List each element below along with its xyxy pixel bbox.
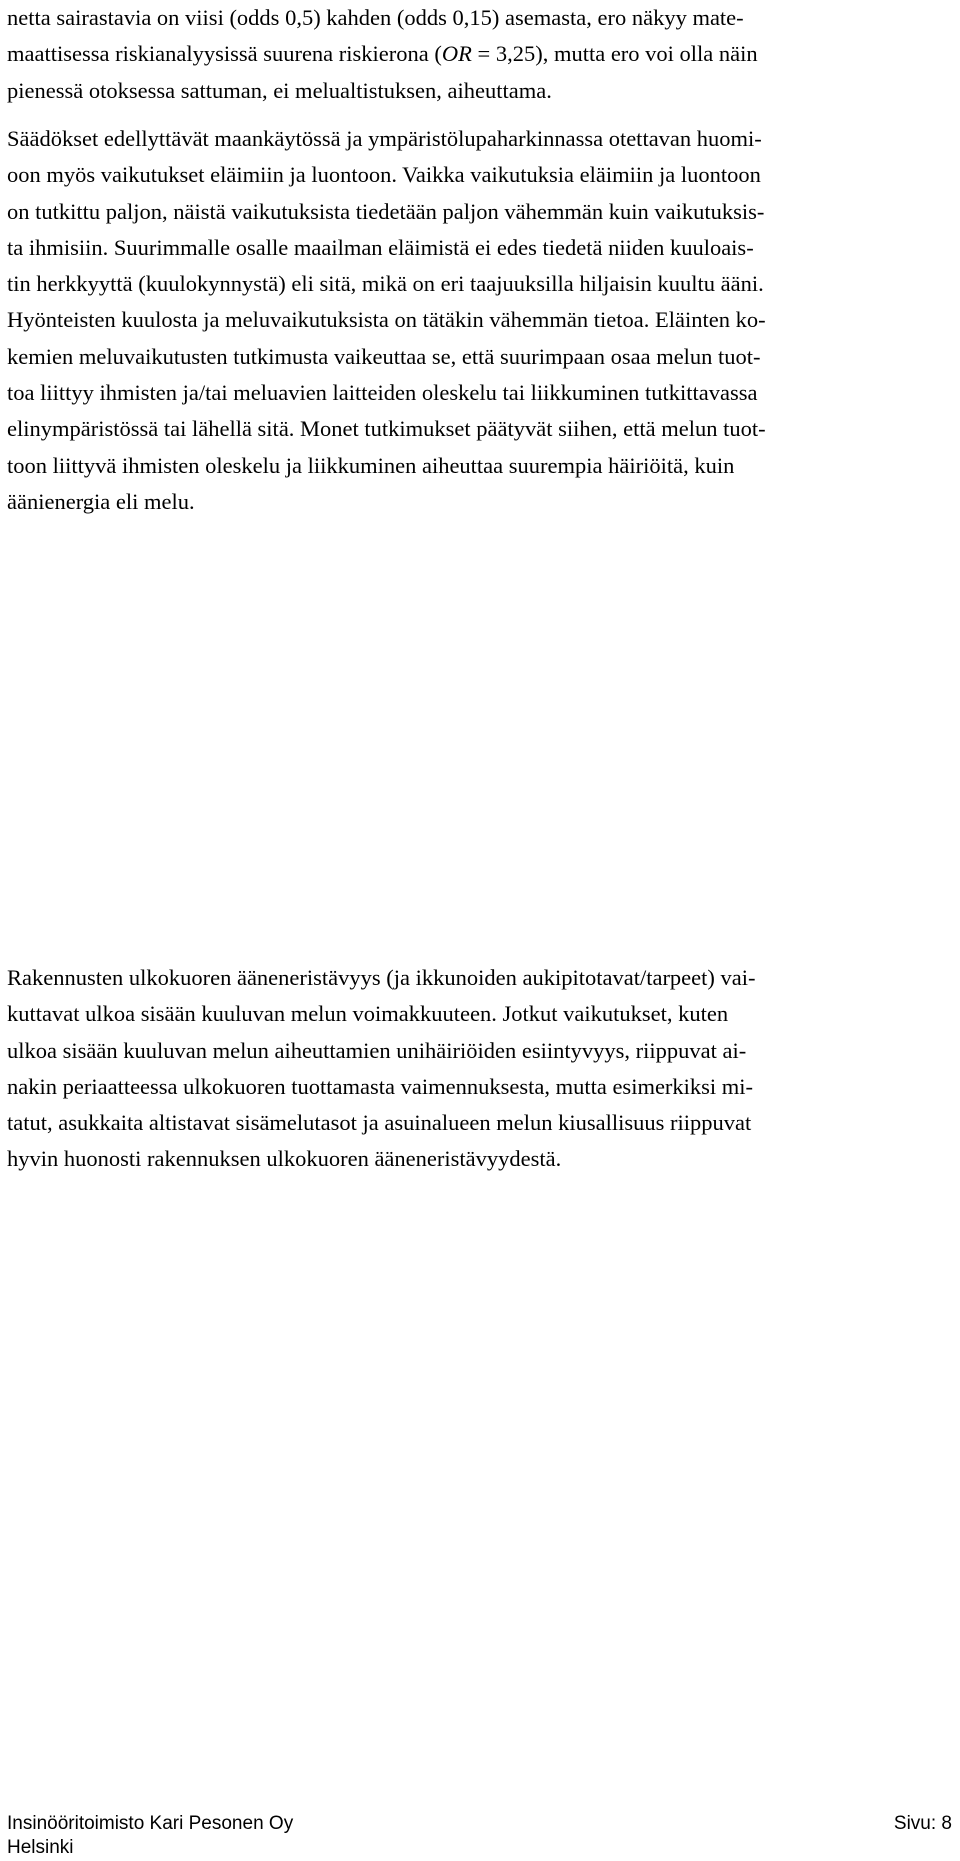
text-line: toon liittyvä ihmisten oleskelu ja liikkuminen aiheuttaa suurempia häiriöitä, kuin [7, 452, 735, 478]
text-line: hyvin huonosti rakennuksen ulkokuoren ääneneristävyydestä. [7, 1146, 562, 1172]
text-line: toa liittyy ihmisten ja/tai meluavien laitteiden oleskelu tai liikkuminen tutkittavassa [7, 380, 758, 406]
paragraph-animals-nature [7, 121, 952, 520]
footer-page-number: Sivu: 8 [893, 1813, 952, 1834]
text-line: on tutkittu paljon, näistä vaikutuksista tiedetään paljon vähemmän kuin vaikutuksis- [7, 198, 765, 224]
text-line: nakin periaatteessa ulkokuoren tuottamasta vaimennuksesta, mutta esimerkiksi mi- [7, 1073, 754, 1099]
text-line: ta ihmisiin. Suurimmalle osalle maailman eläimistä ei edes tiedetä niiden kuuloais- [7, 234, 754, 260]
text-line: Säädökset edellyttävät maankäytössä ja ympäristölupaharkinnassa otettavan huomi- [7, 126, 762, 151]
text-line: ulkoa sisään kuuluvan melun aiheuttamien unihäiriöiden esiintyvyys, riippuvat ai- [7, 1037, 747, 1063]
text-line: pienessä otoksessa sattuman, ei melualtistuksen, aiheuttama. [7, 77, 552, 103]
text-line: kemien meluvaikutusten tutkimusta vaikeuttaa se, että suurimpaan osaa melun tuot- [7, 343, 761, 369]
text-line: äänienergia eli melu. [7, 488, 195, 514]
text-line: oon myös vaikutukset eläimiin ja luontoon. Vaikka vaikutuksia eläimiin ja luontoon [7, 162, 761, 188]
page-footer-city-line [7, 1836, 952, 1860]
text-line: tin herkkyyttä (kuulokynnystä) eli sitä, mikä on eri taajuuksilla hiljaisin kuultu ääni. [7, 271, 764, 297]
text-line: maattisessa riskianalyysissä suurena riskierona (OR = 3,25), mutta ero voi olla näin [7, 41, 758, 67]
odds-ratio-abbreviation: OR [441, 41, 472, 67]
text-line: tatut, asukkaita altistavat sisämelutasot ja asuinalueen melun kiusallisuus riippuvat [7, 1110, 752, 1136]
text-line: Hyönteisten kuulosta ja meluvaikutuksista on tätäkin vähemmän tietoa. Eläinten ko- [7, 307, 766, 333]
text-line: Rakennusten ulkokuoren ääneneristävyys (ja ikkunoiden aukipitotavat/tarpeet) vai- [7, 965, 756, 990]
text-line: kuttavat ulkoa sisään kuuluvan melun voimakkuuteen. Jotkut vaikutukset, kuten [7, 1001, 729, 1027]
footer-company-name: Insinööritoimisto Kari Pesonen Oy [7, 1813, 294, 1834]
footer-city: Helsinki [7, 1837, 74, 1858]
paragraph-odds-ratio [7, 0, 952, 109]
page-footer [7, 1812, 952, 1836]
text-line: elinympäristössä tai lähellä sitä. Monet tutkimukset päätyvät siihen, että melun tuot- [7, 416, 766, 442]
paragraph-building-insulation [7, 960, 952, 1178]
text-line: netta sairastavia on viisi (odds 0,5) kahden (odds 0,15) asemasta, ero näkyy mate- [7, 5, 744, 30]
